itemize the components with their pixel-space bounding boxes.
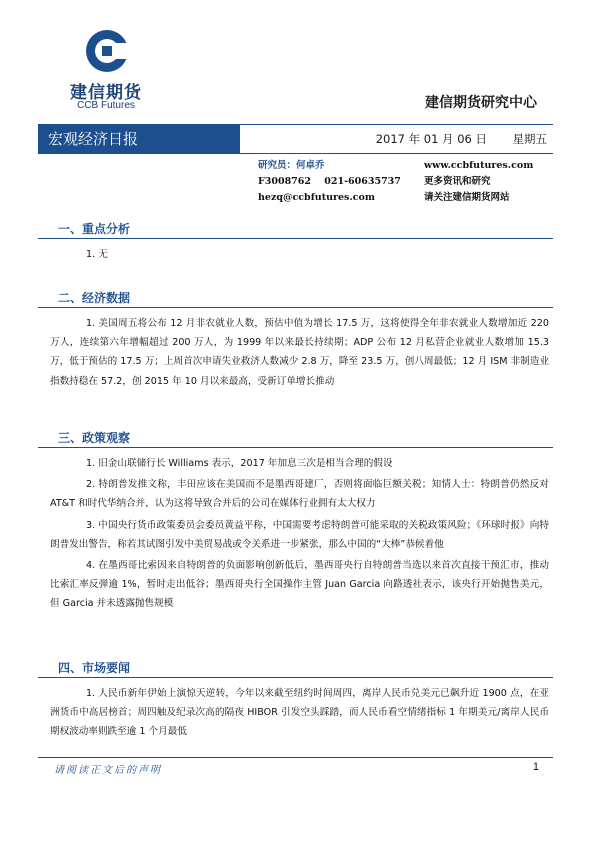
logo-english-name: CCB Futures — [77, 100, 135, 111]
paragraph: 1. 人民币新年伊始上演惊天逆转，今年以来截至纽约时间周四，离岸人民币兑美元已飙升近 1900 点，在亚洲货币中高居榜首；周四触及纪录次高的隔夜 HIBOR 引发空头踩踏，而人民币看空情绪指标 1 年期美元/离岸人民币期权波动率则跌至逾 1 个月最低 — [50, 688, 549, 738]
paragraph: 1. 无 — [86, 249, 108, 260]
footer-divider — [38, 757, 553, 758]
section-title: 四、市场要闻 — [38, 659, 553, 678]
promo-line-2: 请关注建信期货网站 — [424, 192, 510, 203]
report-date: 2017 年 01 月 06 日 — [375, 132, 487, 146]
analyst-contact — [258, 158, 401, 206]
section-title: 三、政策观察 — [38, 429, 553, 448]
analyst-name: 何卓乔 — [296, 160, 325, 171]
paragraph: 2. 特朗普发推文称，丰田应该在美国而不是墨西哥建厂，否则将面临巨额关税；知情人士：特朗普仍然反对 AT&T 和时代华纳合并，认为这将导致合并后的公司在媒体行业拥有太大权力 — [50, 479, 549, 510]
promo-line-1: 更多资讯和研究 — [424, 176, 491, 187]
report-weekday: 星期五 — [512, 132, 547, 146]
logo-chinese-name: 建信期货 — [70, 83, 142, 103]
section-economic-data — [38, 289, 553, 391]
website-promo — [424, 158, 533, 206]
section-policy-watch — [38, 429, 553, 614]
analyst-email[interactable]: hezq@ccbfutures.com — [258, 192, 375, 203]
analyst-line — [258, 158, 401, 174]
analyst-phone: 021-60635737 — [324, 176, 401, 187]
report-title: 宏观经济日报 — [38, 125, 240, 153]
company-logo — [56, 28, 156, 118]
analyst-label: 研究员： — [258, 160, 297, 171]
title-banner — [38, 124, 553, 154]
page-number: 1 — [532, 761, 539, 773]
paragraph: 4. 在墨西哥比索因来自特朗普的负面影响创新低后，墨西哥央行自特朗普当选以来首次直接干预汇市，推动比索汇率反弹逾 1%，暂时走出低谷；墨西哥央行全国操作主管 Juan Garcia 向路透社表示，该央行开始抛售美元，但 Garcia 并未透露抛售规模 — [50, 560, 549, 610]
section-key-analysis — [38, 220, 553, 264]
analyst-code: F3008762 — [258, 176, 312, 187]
research-center-name: 建信期货研究中心 — [425, 95, 537, 111]
section-title: 二、经济数据 — [38, 289, 553, 308]
paragraph: 1. 旧金山联储行长 Williams 表示，2017 年加息三次是相当合理的假设 — [86, 458, 393, 469]
paragraph: 3. 中国央行货币政策委员会委员黄益平称，中国需要考虑特朗普可能采取的关税政策风险；《环球时报》向特朗普发出警告，称若其试图引发中美贸易战或令关系进一步紧张，那么中国的“大棒”恭候着他 — [50, 519, 549, 550]
section-title: 一、重点分析 — [38, 220, 553, 239]
ccb-logo-icon — [84, 28, 130, 74]
paragraph: 1. 美国周五将公布 12 月非农就业人数，预估中值为增长 17.5 万，这将使得全年非农就业人数增加近 220 万人，连续第六年增幅超过 200 万人，为 1999 年以来最长持续期；ADP 公布 12 月私营企业就业人数增加 15.3 万，低于预估的 17.5 万；上周首次申请失业救济人数减少 2.8 万，降至 23.5 万，创八周最低；12 月 ISM 非制造业指数持稳在 57.2，创 2015 年 10 月以来最高，受新订单增长推动 — [50, 318, 549, 387]
section-market-news — [38, 659, 553, 742]
website-link[interactable]: www.ccbfutures.com — [424, 160, 534, 171]
footer-disclaimer-note: 请阅读正文后的声明 — [54, 765, 162, 776]
code-phone-line — [258, 174, 401, 190]
